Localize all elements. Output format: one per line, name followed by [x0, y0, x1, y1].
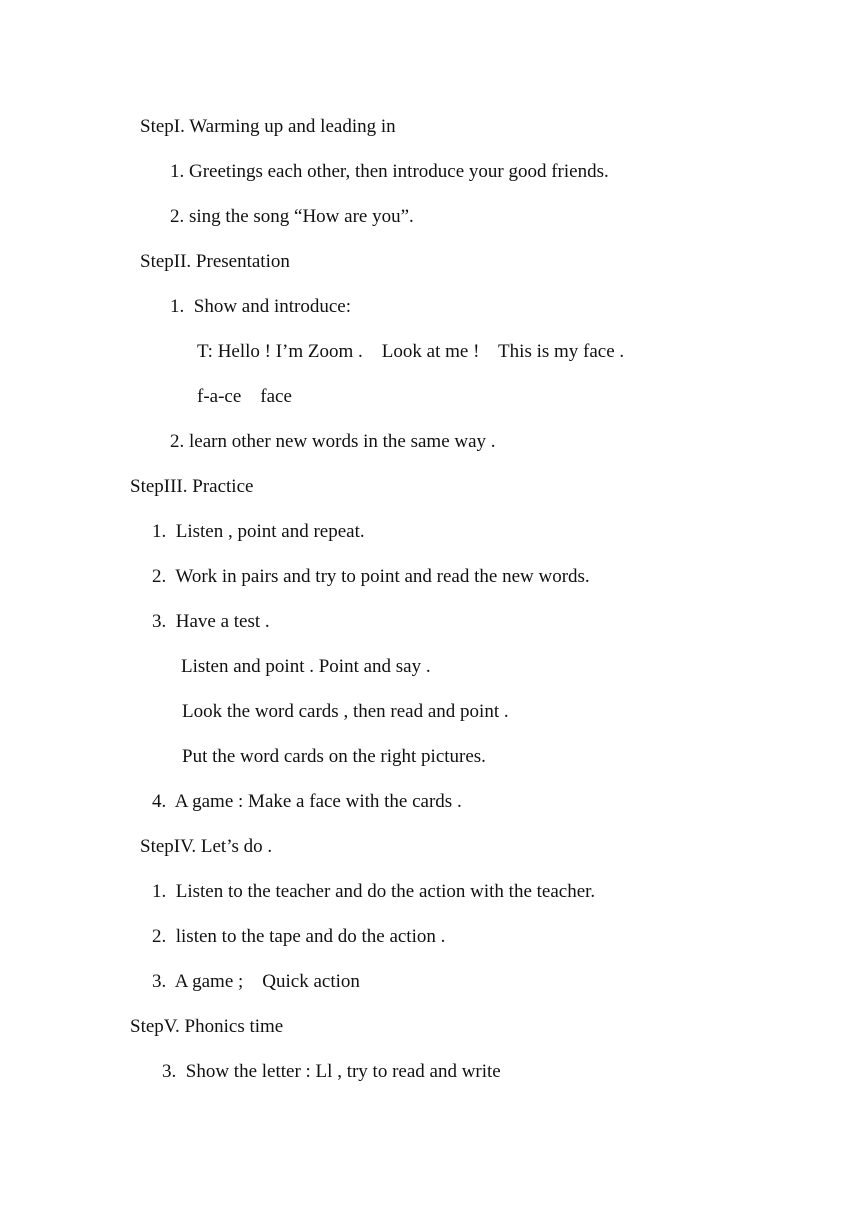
list-item: 1. Show and introduce: [170, 296, 352, 317]
list-item: 2. Work in pairs and try to point and read the new words. [152, 566, 590, 587]
section-heading-step5: StepV. Phonics time [130, 1016, 284, 1037]
list-item: 1. Listen , point and repeat. [152, 521, 365, 542]
list-item: 2. listen to the tape and do the action . [152, 926, 446, 947]
list-item: 1. Listen to the teacher and do the action with the teacher. [152, 881, 596, 902]
spelling-line: f-a-ce face [197, 386, 292, 407]
list-item: 3. Have a test . [152, 611, 270, 632]
list-item: 2. learn other new words in the same way . [170, 431, 496, 452]
sub-item: Look the word cards , then read and point . [182, 701, 509, 722]
list-item: 2. sing the song “How are you”. [170, 206, 414, 227]
sub-item: Put the word cards on the right pictures. [182, 746, 486, 767]
list-item: 1. Greetings each other, then introduce your good friends. [170, 161, 609, 182]
list-item: 3. Show the letter : Ll , try to read and write [162, 1061, 501, 1082]
list-item: 3. A game ; Quick action [152, 971, 360, 992]
dialogue-line: T: Hello ! I’m Zoom . Look at me ! This is my face . [197, 341, 625, 362]
list-item: 4. A game : Make a face with the cards . [152, 791, 462, 812]
section-heading-step3: StepIII. Practice [130, 476, 254, 497]
section-heading-step1: StepI. Warming up and leading in [140, 116, 396, 137]
section-heading-step2: StepII. Presentation [140, 251, 290, 272]
section-heading-step4: StepIV. Let’s do . [140, 836, 273, 857]
sub-item: Listen and point . Point and say . [181, 656, 431, 677]
